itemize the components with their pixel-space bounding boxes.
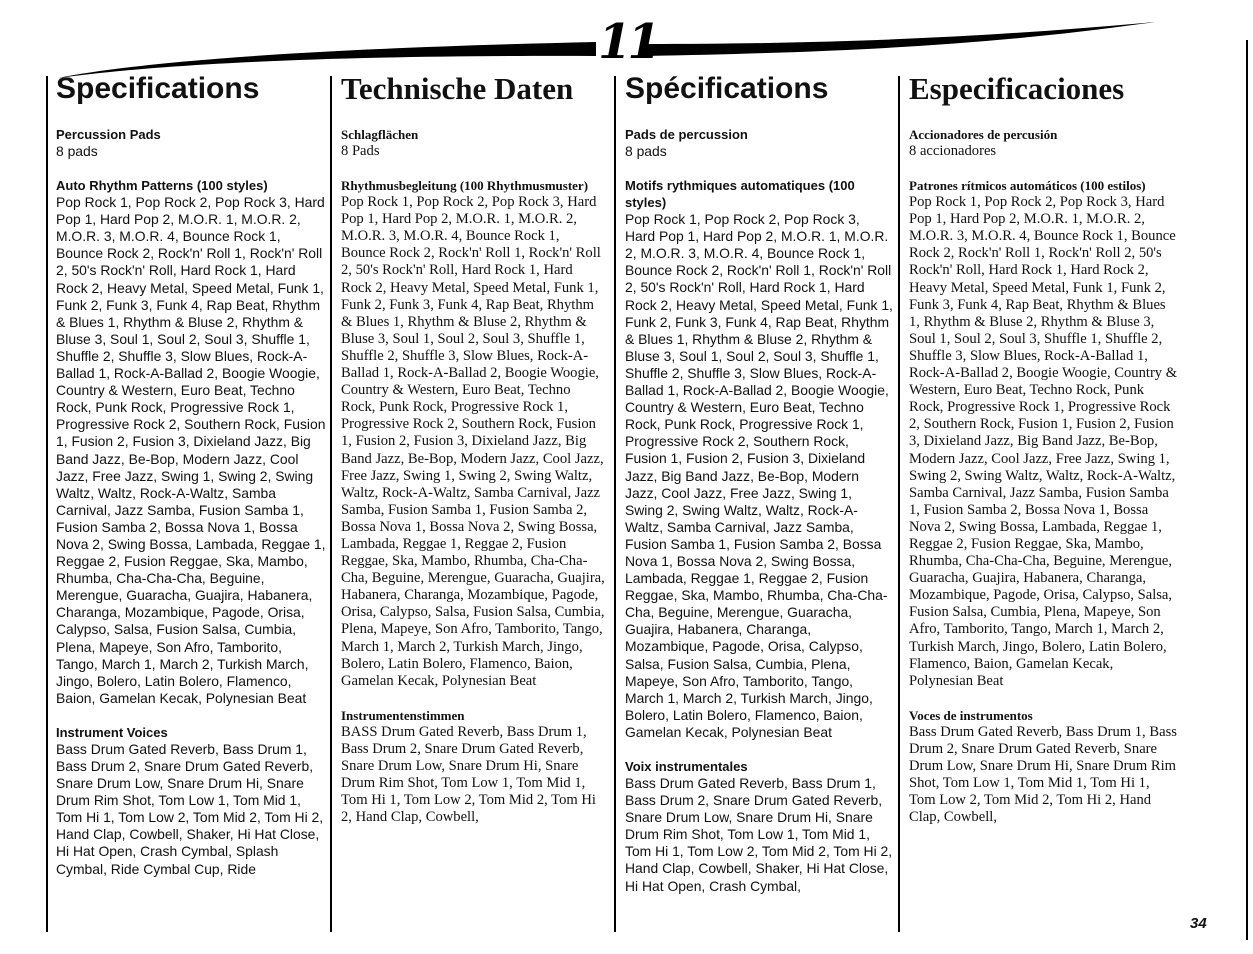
page-number: 34 [1190,915,1207,932]
column-german [341,70,607,932]
section-percussion-pads [625,126,893,160]
section-body: BASS Drum Gated Reverb, Bass Drum 1, Bass Drum 2, Snare Drum Gated Reverb, Snare Drum Low, Snare Drum Hi, Snare Drum Rim Shot, Tom Low 1, Tom Mid 1, Tom Hi 1, Tom Low 2, Tom Mid 2, Tom Hi 2, Hand Clap, Cowbell, [341,723,596,826]
section-percussion-pads [341,126,607,160]
section-instrument-voices [625,758,893,895]
section-heading: Instrumentenstimmen [341,707,465,723]
column-spanish [909,70,1179,932]
section-body: Pop Rock 1, Pop Rock 2, Pop Rock 3, Hard Pop 1, Hard Pop 2, M.O.R. 1, M.O.R. 2, M.O.R. 3, M.O.R. 4, Bounce Rock 1, Bounce Rock 2, Rock'n' Roll 1, Rock'n' Roll 2, 50's Rock'n' Roll, Hard Rock 1, Hard Rock 2, Heavy Metal, Speed Metal, Funk 1, Funk 2, Funk 3, Funk 4, Rap Beat, Rhythm & Blues 1, Rhythm & Bluse 2, Rhythm & Bluse 3, Soul 1, Soul 2, Soul 3, Shuffle 1, Shuffle 2, Shuffle 3, Slow Blues, Rock-A-Ballad 1, Rock-A-Ballad 2, Boogie Woogie, Country & Western, Euro Beat, Techno Rock, Punk Rock, Progressive Rock 1, Progressive Rock 2, Southern Rock, Fusion 1, Fusion 2, Fusion 3, Dixieland Jazz, Big Band Jazz, Be-Bop, Modern Jazz, Cool Jazz, Free Jazz, Swing 1, Swing 2, Swing Waltz, Waltz, Rock-A-Waltz, Samba Carnival, Jazz Samba, Fusion Samba 1, Fusion Samba 2, Bossa Nova 1, Bossa Nova 2, Swing Bossa, Lambada, Reggae 1, Reggae 2, Fusion Reggae, Ska, Mambo, Rhumba, Cha-Cha-Cha, Beguine, Merengue, Guaracha, Guajira, Habanera, Charanga, Mozambique, Pagode, Orisa, Calypso, Salsa, Fusion Salsa, Cumbia, Plena, Mapeye, Son Afro, Tamborito, Tango, March 1, March 2, Turkish March, Jingo, Bolero, Latin Bolero, Flamenco, Baion, Gamelan Kecak, Polynesian Beat [341,194,605,689]
column-english [56,70,326,932]
section-instrument-voices [56,724,326,878]
column-french [625,70,893,932]
section-body: Bass Drum Gated Reverb, Bass Drum 1, Bass Drum 2, Snare Drum Gated Reverb, Snare Drum Low, Snare Drum Hi, Snare Drum Rim Shot, Tom Low 1, Tom Mid 1, Tom Hi 1, Tom Low 2, Tom Mid 2, Tom Hi 2, Hand Clap, Cowbell, [909,723,1177,826]
column-title: Technische Daten [341,71,574,106]
section-heading: Motifs rythmiques automatiques (100 styles) [625,178,855,211]
section-heading: Voix instrumentales [625,759,748,774]
column-title: Especificaciones [909,71,1125,106]
column-divider-1 [46,76,48,932]
column-divider-4 [898,76,900,932]
section-auto-rhythm [56,177,326,707]
right-edge-rule [1246,40,1248,940]
section-body: Pop Rock 1, Pop Rock 2, Pop Rock 3, Hard Pop 1, Hard Pop 2, M.O.R. 1, M.O.R. 2, M.O.R. 3, M.O.R. 4, Bounce Rock 1, Bounce Rock 2, Rock'n' Roll 1, Rock'n' Roll 2, 50's Rock'n' Roll, Hard Rock 1, Hard Rock 2, Heavy Metal, Speed Metal, Funk 1, Funk 2, Funk 3, Funk 4, Rap Beat, Rhythm & Blues 1, Rhythm & Bluse 2, Rhythm & Bluse 3, Soul 1, Soul 2, Soul 3, Shuffle 1, Shuffle 2, Shuffle 3, Slow Blues, Rock-A-Ballad 1, Rock-A-Ballad 2, Boogie Woogie, Country & Western, Euro Beat, Techno Rock, Punk Rock, Progressive Rock 1, Progressive Rock 2, Southern Rock, Fusion 1, Fusion 2, Fusion 3, Dixieland Jazz, Big Band Jazz, Be-Bop, Modern Jazz, Cool Jazz, Free Jazz, Swing 1, Swing 2, Swing Waltz, Waltz, Rock-A-Waltz, Samba Carnival, Jazz Samba, Fusion Samba 1, Fusion Samba 2, Bossa Nova 1, Bossa Nova 2, Swing Bossa, Lambada, Reggae 1, Reggae 2, Fusion Reggae, Ska, Mambo, Rhumba, Cha-Cha-Cha, Beguine, Merengue, Guaracha, Guajira, Habanera, Charanga, Mozambique, Pagode, Orisa, Calypso, Salsa, Fusion Salsa, Cumbia, Plena, Mapeye, Son Afro, Tamborito, Tango, March 1, March 2, Turkish March, Jingo, Bolero, Latin Bolero, Flamenco, Baion, Gamelan Kecak, Polynesian Beat [625,211,893,740]
section-auto-rhythm [909,177,1179,690]
section-instrument-voices [341,707,607,827]
section-heading: Voces de instrumentos [909,707,1033,723]
section-body: 8 accionadores [909,143,997,159]
column-title: Spécifications [625,72,829,105]
section-body: Bass Drum Gated Reverb, Bass Drum 1, Bass Drum 2, Snare Drum Gated Reverb, Snare Drum Low, Snare Drum Hi, Snare Drum Rim Shot, Tom Low 1, Tom Mid 1, Tom Hi 1, Tom Low 2, Tom Mid 2, Tom Hi 2, Hand Clap, Cowbell, Shaker, Hi Hat Close, Hi Hat Open, Crash Cymbal, [625,775,893,894]
section-heading: Rhythmusbegleitung (100 Rhythmusmuster) [341,178,589,194]
section-heading: Percussion Pads [56,127,161,142]
section-body: Bass Drum Gated Reverb, Bass Drum 1, Bass Drum 2, Snare Drum Gated Reverb, Snare Drum Low, Snare Drum Hi, Snare Drum Rim Shot, Tom Low 1, Tom Mid 1, Tom Hi 1, Tom Low 2, Tom Mid 2, Tom Hi 2, Hand Clap, Cowbell, Shaker, Hi Hat Close, Hi Hat Open, Crash Cymbal, Splash Cymbal, Ride Cymbal Cup, Ride [56,740,324,877]
section-body: 8 pads [56,143,98,159]
section-auto-rhythm [625,177,893,741]
column-divider-2 [330,76,332,932]
section-heading: Pads de percussion [625,127,748,142]
chapter-number: 11 [598,14,657,70]
header-swoosh-right [646,22,1155,56]
section-body: 8 Pads [341,143,380,159]
section-percussion-pads [56,126,326,160]
section-body: Pop Rock 1, Pop Rock 2, Pop Rock 3, Hard Pop 1, Hard Pop 2, M.O.R. 1, M.O.R. 2, M.O.R. 3, M.O.R. 4, Bounce Rock 1, Bounce Rock 2, Rock'n' Roll 1, Rock'n' Roll 2, 50's Rock'n' Roll, Hard Rock 1, Hard Rock 2, Heavy Metal, Speed Metal, Funk 1, Funk 2, Funk 3, Funk 4, Rap Beat, Rhythm & Blues 1, Rhythm & Bluse 2, Rhythm & Bluse 3, Soul 1, Soul 2, Soul 3, Shuffle 1, Shuffle 2, Shuffle 3, Slow Blues, Rock-A-Ballad 1, Rock-A-Ballad 2, Boogie Woogie, Country & Western, Euro Beat, Techno Rock, Punk Rock, Progressive Rock 1, Progressive Rock 2, Southern Rock, Fusion 1, Fusion 2, Fusion 3, Dixieland Jazz, Big Band Jazz, Be-Bop, Modern Jazz, Cool Jazz, Free Jazz, Swing 1, Swing 2, Swing Waltz, Waltz, Rock-A-Waltz, Samba Carnival, Jazz Samba, Fusion Samba 1, Fusion Samba 2, Bossa Nova 1, Bossa Nova 2, Swing Bossa, Lambada, Reggae 1, Reggae 2, Fusion Reggae, Ska, Mambo, Rhumba, Cha-Cha-Cha, Beguine, Merengue, Guaracha, Guajira, Habanera, Charanga, Mozambique, Pagode, Orisa, Calypso, Salsa, Fusion Salsa, Cumbia, Plena, Mapeye, Son Afro, Tamborito, Tango, March 1, March 2, Turkish March, Jingo, Bolero, Latin Bolero, Flamenco, Baion, Gamelan Kecak, Polynesian Beat [909,194,1178,689]
section-heading: Instrument Voices [56,724,168,740]
section-body: 8 pads [625,143,667,159]
section-heading: Auto Rhythm Patterns (100 styles) [56,178,268,194]
section-instrument-voices [909,707,1179,827]
section-body: Pop Rock 1, Pop Rock 2, Pop Rock 3, Hard Pop 1, Hard Pop 2, M.O.R. 1, M.O.R. 2, M.O.R. 3, M.O.R. 4, Bounce Rock 1, Bounce Rock 2, Rock'n' Roll 1, Rock'n' Roll 2, 50's Rock'n' Roll, Hard Rock 1, Hard Rock 2, Heavy Metal, Speed Metal, Funk 1, Funk 2, Funk 3, Funk 4, Rap Beat, Rhythm & Blues 1, Rhythm & Bluse 2, Rhythm & Bluse 3, Soul 1, Soul 2, Soul 3, Shuffle 1, Shuffle 2, Shuffle 3, Slow Blues, Rock-A-Ballad 1, Rock-A-Ballad 2, Boogie Woogie, Country & Western, Euro Beat, Techno Rock, Punk Rock, Progressive Rock 1, Progressive Rock 2, Southern Rock, Fusion 1, Fusion 2, Fusion 3, Dixieland Jazz, Big Band Jazz, Be-Bop, Modern Jazz, Cool Jazz, Free Jazz, Swing 1, Swing 2, Swing Waltz, Waltz, Rock-A-Waltz, Samba Carnival, Jazz Samba, Fusion Samba 1, Fusion Samba 2, Bossa Nova 1, Bossa Nova 2, Swing Bossa, Lambada, Reggae 1, Reggae 2, Fusion Reggae, Ska, Mambo, Rhumba, Cha-Cha-Cha, Beguine, Merengue, Guaracha, Guajira, Habanera, Charanga, Mozambique, Pagode, Orisa, Calypso, Salsa, Fusion Salsa, Cumbia, Plena, Mapeye, Son Afro, Tamborito, Tango, March 1, March 2, Turkish March, Jingo, Bolero, Latin Bolero, Flamenco, Baion, Gamelan Kecak, Polynesian Beat [56,194,326,706]
column-title: Specifications [56,72,260,105]
section-percussion-pads [909,126,1179,160]
section-auto-rhythm [341,177,607,690]
column-divider-3 [614,76,616,932]
section-heading: Patrones rítmicos automáticos (100 estilos) [909,178,1146,194]
section-heading: Schlagflächen [341,127,419,142]
section-heading: Accionadores de percusión [909,127,1058,142]
